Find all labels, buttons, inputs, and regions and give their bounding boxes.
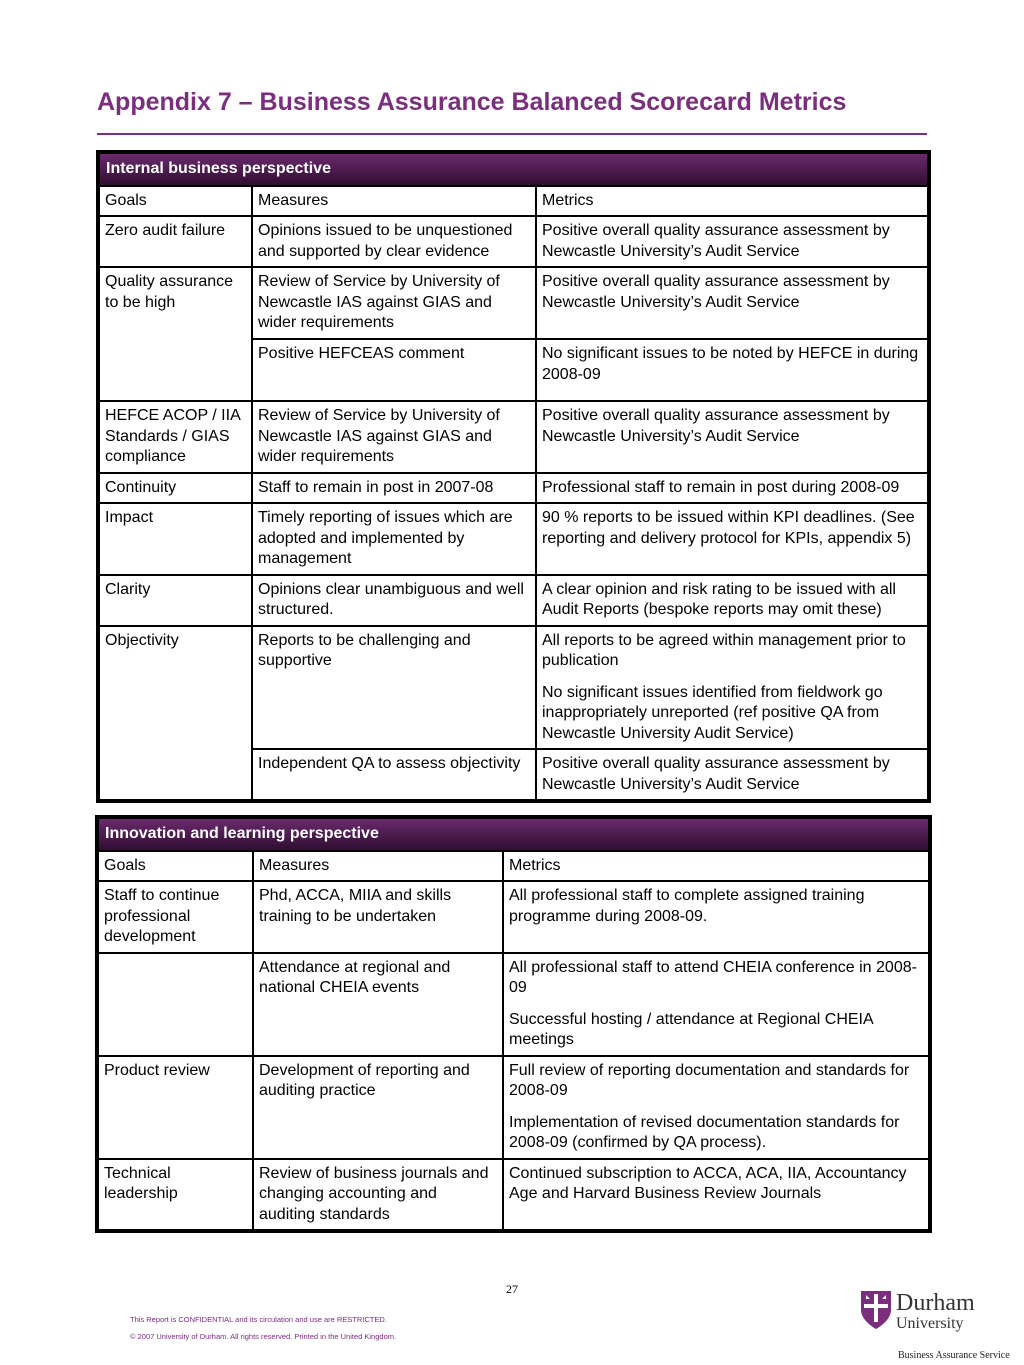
logo-service: Business Assurance Service (898, 1350, 1010, 1361)
page-number: 27 (506, 1282, 518, 1296)
metric-cell: No significant issues to be noted by HEFCE in during 2008-09 (536, 339, 929, 401)
goal-cell: Clarity (98, 575, 252, 626)
table-header-row (97, 817, 930, 851)
table-row (97, 1056, 930, 1159)
measure-cell: Development of reporting and auditing practice (253, 1056, 503, 1159)
measure-cell: Positive HEFCEAS comment (252, 339, 536, 401)
goal-cell: Continuity (98, 473, 252, 504)
column-header-row (98, 186, 929, 217)
metric-cell (503, 953, 930, 1056)
goal-cell (97, 953, 253, 1056)
metric-text: Implementation of revised documentation standards for 2008-09 (confirmed by QA process). (509, 1113, 900, 1151)
col-goals: Goals (98, 186, 252, 217)
metric-cell: Positive overall quality assurance assessment by Newcastle University’s Audit Service (536, 216, 929, 267)
goal-cell: Quality assurance to be high (98, 267, 252, 401)
metric-text: All reports to be agreed within management prior to publication (542, 631, 906, 669)
measure-cell: Staff to remain in post in 2007-08 (252, 473, 536, 504)
measure-cell: Review of Service by University of Newcastle IAS against GIAS and wider requirements (252, 401, 536, 473)
goal-cell: Product review (97, 1056, 253, 1159)
table-row (97, 1159, 930, 1232)
metric-cell: A clear opinion and risk rating to be issued with all Audit Reports (bespoke reports may omit these) (536, 575, 929, 626)
measure-cell: Opinions issued to be unquestioned and supported by clear evidence (252, 216, 536, 267)
column-header-row (97, 851, 930, 882)
table-row (98, 503, 929, 575)
col-measures: Measures (253, 851, 503, 882)
metric-cell: Positive overall quality assurance assessment by Newcastle University’s Audit Service (536, 267, 929, 339)
innovation-learning-table (95, 815, 932, 1233)
section-heading: Internal business perspective (98, 152, 929, 186)
measure-cell: Reports to be challenging and supportive (252, 626, 536, 750)
logo-university: University (896, 1315, 964, 1332)
metric-text: Full review of reporting documentation and standards for 2008-09 (509, 1061, 910, 1099)
col-measures: Measures (252, 186, 536, 217)
metric-text: All professional staff to attend CHEIA conference in 2008-09 (509, 958, 917, 996)
measure-cell: Independent QA to assess objectivity (252, 749, 536, 801)
section-heading: Innovation and learning perspective (97, 817, 930, 851)
measure-cell: Phd, ACCA, MIIA and skills training to be undertaken (253, 881, 503, 953)
metric-cell: Positive overall quality assurance assessment by Newcastle University’s Audit Service (536, 401, 929, 473)
metric-cell: Professional staff to remain in post during 2008-09 (536, 473, 929, 504)
goal-cell: Objectivity (98, 626, 252, 802)
metric-text: No significant issues identified from fieldwork go inappropriately unreported (ref positive QA from Newcastle University Audit Service) (542, 683, 883, 742)
table-row (98, 473, 929, 504)
metric-cell: Positive overall quality assurance assessment by Newcastle University’s Audit Service (536, 749, 929, 801)
measure-cell: Opinions clear unambiguous and well structured. (252, 575, 536, 626)
table-row (97, 953, 930, 1056)
measure-cell: Timely reporting of issues which are adopted and implemented by management (252, 503, 536, 575)
metric-cell: Continued subscription to ACCA, ACA, IIA, Accountancy Age and Harvard Business Review Journals (503, 1159, 930, 1232)
table-row (98, 575, 929, 626)
durham-logo (858, 1288, 1018, 1364)
logo-name: Durham (896, 1290, 975, 1316)
col-metrics: Metrics (536, 186, 929, 217)
col-goals: Goals (97, 851, 253, 882)
table-row (98, 267, 929, 339)
internal-business-table (96, 150, 931, 803)
table-row (98, 626, 929, 750)
goal-cell: Zero audit failure (98, 216, 252, 267)
metric-cell: 90 % reports to be issued within KPI deadlines. (See reporting and delivery protocol for KPIs, appendix 5) (536, 503, 929, 575)
metric-cell (503, 1056, 930, 1159)
shield-icon (860, 1290, 892, 1330)
measure-cell: Review of business journals and changing accounting and auditing standards (253, 1159, 503, 1232)
metric-cell: All professional staff to complete assigned training programme during 2008-09. (503, 881, 930, 953)
measure-cell: Review of Service by University of Newcastle IAS against GIAS and wider requirements (252, 267, 536, 339)
footer-copyright: © 2007 University of Durham. All rights reserved. Printed in the United Kingdom. (130, 1332, 397, 1341)
table-row (97, 881, 930, 953)
title-rule (97, 133, 927, 135)
goal-cell: Impact (98, 503, 252, 575)
page-title: Appendix 7 – Business Assurance Balanced Scorecard Metrics (97, 88, 847, 116)
metric-cell (536, 626, 929, 750)
measure-cell: Attendance at regional and national CHEIA events (253, 953, 503, 1056)
table-row (98, 216, 929, 267)
table-row (98, 401, 929, 473)
footer-confidential: This Report is CONFIDENTIAL and its circulation and use are RESTRICTED. (130, 1315, 387, 1324)
goal-cell: HEFCE ACOP / IIA Standards / GIAS compliance (98, 401, 252, 473)
table-header-row (98, 152, 929, 186)
col-metrics: Metrics (503, 851, 930, 882)
metric-text: Successful hosting / attendance at Regional CHEIA meetings (509, 1010, 873, 1048)
goal-cell: Staff to continue professional development (97, 881, 253, 953)
goal-cell: Technical leadership (97, 1159, 253, 1232)
